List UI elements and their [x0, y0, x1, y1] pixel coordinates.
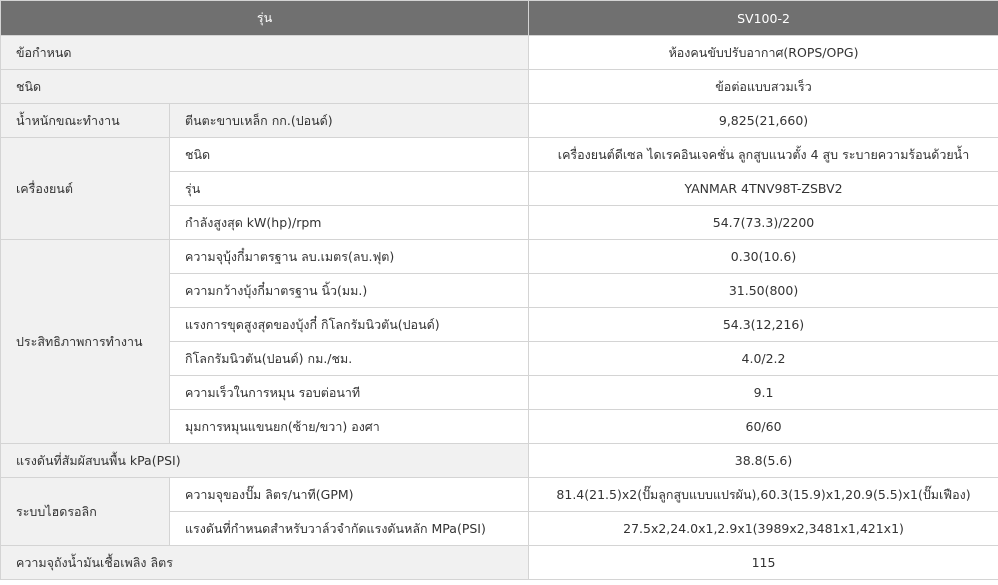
row-sublabel: ความกว้างบุ้งกี๋มาตรฐาน นิ้ว(มม.)	[170, 274, 529, 308]
row-value: 27.5x2,24.0x1,2.9x1(3989x2,3481x1,421x1)	[529, 512, 998, 546]
group-label-engine: เครื่องยนต์	[1, 138, 170, 240]
row-value: 9,825(21,660)	[529, 104, 998, 138]
row-value: ห้องคนขับปรับอากาศ(ROPS/OPG)	[529, 36, 998, 70]
row-sublabel: ความจุบุ้งกี๋มาตรฐาน ลบ.เมตร(ลบ.ฟุต)	[170, 240, 529, 274]
table-row	[1, 104, 998, 138]
group-label-performance: ประสิทธิภาพการทำงาน	[1, 240, 170, 444]
table-row	[1, 36, 998, 70]
row-sublabel: ความเร็วในการหมุน รอบต่อนาที	[170, 376, 529, 410]
row-sublabel: กิโลกรัมนิวตัน(ปอนด์) กม./ชม.	[170, 342, 529, 376]
row-sublabel: รุ่น	[170, 172, 529, 206]
row-value: YANMAR 4TNV98T-ZSBV2	[529, 172, 998, 206]
row-value: 60/60	[529, 410, 998, 444]
model-value-header: SV100-2	[529, 1, 998, 36]
row-label: น้ำหนักขณะทำงาน	[1, 104, 170, 138]
table-row	[1, 546, 998, 580]
row-value: 0.30(10.6)	[529, 240, 998, 274]
table-row	[1, 478, 998, 512]
table-row	[1, 240, 998, 274]
table-row	[1, 70, 998, 104]
row-value: 31.50(800)	[529, 274, 998, 308]
row-label: ชนิด	[1, 70, 529, 104]
row-value: 115	[529, 546, 998, 580]
table-row	[1, 444, 998, 478]
row-label: ข้อกำหนด	[1, 36, 529, 70]
row-value: 4.0/2.2	[529, 342, 998, 376]
row-sublabel: กำลังสูงสุด kW(hp)/rpm	[170, 206, 529, 240]
group-label-hydraulic: ระบบไฮดรอลิก	[1, 478, 170, 546]
row-sublabel: แรงการขุดสูงสุดของบุ้งกี๋ กิโลกรัมนิวตัน(ปอนด์)	[170, 308, 529, 342]
row-sublabel: มุมการหมุนแขนยก(ซ้าย/ขวา) องศา	[170, 410, 529, 444]
row-sublabel: ตีนตะขาบเหล็ก กก.(ปอนด์)	[170, 104, 529, 138]
table-row	[1, 138, 998, 172]
row-sublabel: แรงดันที่กำหนดสำหรับวาล์วจำกัดแรงดันหลัก MPa(PSI)	[170, 512, 529, 546]
row-value: 54.3(12,216)	[529, 308, 998, 342]
row-value: 38.8(5.6)	[529, 444, 998, 478]
row-value: 81.4(21.5)x2(ปั๊มลูกสูบแบบแปรผัน),60.3(15.9)x1,20.9(5.5)x1(ปั๊มเฟือง)	[529, 478, 998, 512]
row-value: 9.1	[529, 376, 998, 410]
row-value: เครื่องยนต์ดีเซล ไดเรคอินเจคชั่น ลูกสูบแนวตั้ง 4 สูบ ระบายความร้อนด้วยน้ำ	[529, 138, 998, 172]
table-header-row	[1, 1, 998, 36]
row-sublabel: ความจุของปั๊ม ลิตร/นาที(GPM)	[170, 478, 529, 512]
row-value: 54.7(73.3)/2200	[529, 206, 998, 240]
row-sublabel: ชนิด	[170, 138, 529, 172]
row-label: ความจุถังน้ำมันเชื้อเพลิง ลิตร	[1, 546, 529, 580]
row-value: ข้อต่อแบบสวมเร็ว	[529, 70, 998, 104]
model-header: รุ่น	[1, 1, 529, 36]
row-label: แรงดันที่สัมผัสบนพื้น kPa(PSI)	[1, 444, 529, 478]
